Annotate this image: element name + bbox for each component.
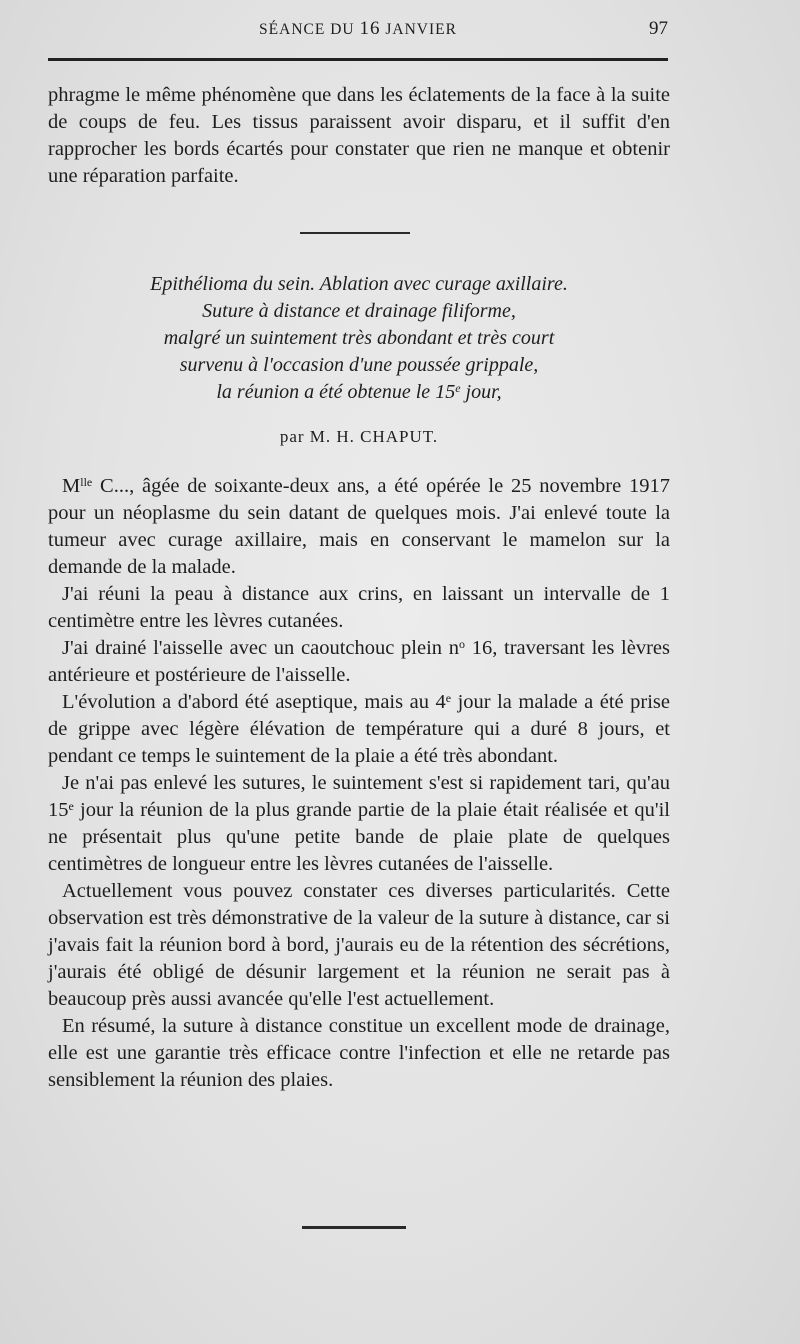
paragraph-5-post: jour la réunion de la plus grande partie de la plaie était réalisée et qu'il ne présentait plus qu'une petite bande de plaie plate de quelques centimètres de longueur entre les lèvres cutanées de l'aisselle. — [48, 799, 670, 875]
title-line-3: malgré un suintement très abondant et très court — [163, 327, 555, 349]
paragraph-7: En résumé, la suture à distance constitue un excellent mode de drainage, elle est une garantie très efficace contre l'infection et elle ne retarde pas sensiblement la réunion des plaies. — [48, 1015, 670, 1091]
paragraph-5-sup: e — [68, 799, 74, 813]
paragraph-4-pre: L'évolution a d'abord été aseptique, mais au 4 — [62, 691, 446, 713]
paragraph-1-pre: M — [62, 475, 81, 497]
end-rule — [302, 1226, 406, 1229]
title-line-5-pre: la réunion a été obtenue le 15 — [216, 381, 456, 403]
title-line-5 — [48, 379, 670, 406]
title-line-4: survenu à l'occasion d'une poussée grippale, — [179, 354, 539, 376]
paragraph-3 — [48, 635, 670, 689]
paragraph-4-sup: e — [445, 691, 452, 705]
title-line-1: Epithélioma du sein. Ablation avec curage axillaire. — [150, 273, 568, 295]
page-header — [48, 18, 668, 46]
paragraph-1-sup: lle — [80, 475, 93, 489]
running-head-pre: SÉANCE DU — [259, 21, 360, 38]
paragraph-5 — [48, 770, 670, 878]
page-number: 97 — [649, 18, 668, 39]
running-head-day: 16 — [359, 18, 381, 39]
running-head-post: JANVIER — [380, 21, 457, 38]
article-author: par M. H. CHAPUT. — [279, 427, 439, 446]
paragraph-4-post: jour la malade a été prise de grippe avec légère élévation de température qui a duré 8 jours, et pendant ce temps le suintement de la plaie a été très abondant. — [48, 691, 670, 767]
intro-text — [48, 82, 670, 190]
section-separator-rule — [300, 232, 410, 234]
paragraph-2: J'ai réuni la peau à distance aux crins, en laissant un intervalle de 1 centimètre entre les lèvres cutanées. — [48, 583, 670, 632]
paragraph-3-sup: o — [459, 637, 465, 651]
paragraph-4 — [48, 689, 670, 770]
article-title — [48, 271, 670, 406]
intro-paragraph: phragme le même phénomène que dans les éclatements de la face à la suite de coups de feu. Les tissus paraissent avoir disparu, et il suffit d'en rapprocher les bords écartés pour constater que rien ne manque et obtenir une réparation parfaite. — [48, 84, 670, 187]
paragraph-5-pre: Je n'ai pas enlevé les sutures, le suintement s'est si rapidement tari, qu'au 15 — [48, 772, 670, 821]
paragraph-1 — [48, 473, 670, 581]
title-line-2: Suture à distance et drainage filiforme, — [202, 300, 516, 322]
running-head — [48, 18, 668, 40]
paragraph-1-post: C..., âgée de soixante-deux ans, a été opérée le 25 novembre 1917 pour un néoplasme du sein datant de quelques mois. J'ai enlevé toute la tumeur avec curage axillaire, mais en conservant le mamelon sur la demande de la malade. — [48, 475, 670, 578]
paragraph-6: Actuellement vous pouvez constater ces diverses particularités. Cette observation est très démonstrative de la valeur de la suture à distance, car si j'avais fait la réunion bord à bord, j'aurais eu de la rétention des sécrétions, j'aurais été obligé de désunir largement et la réunion ne serait pas à beaucoup près aussi avancée qu'elle l'est actuellement. — [48, 880, 670, 1010]
article-body — [48, 473, 670, 1094]
paragraph-3-pre: J'ai drainé l'aisselle avec un caoutchouc plein n — [62, 637, 459, 659]
title-line-5-sup: e — [455, 381, 461, 395]
title-line-5-post: jour, — [460, 381, 502, 403]
header-rule — [48, 58, 668, 61]
paragraph-3-post: 16, traversant les lèvres antérieure et postérieure de l'aisselle. — [48, 637, 670, 686]
